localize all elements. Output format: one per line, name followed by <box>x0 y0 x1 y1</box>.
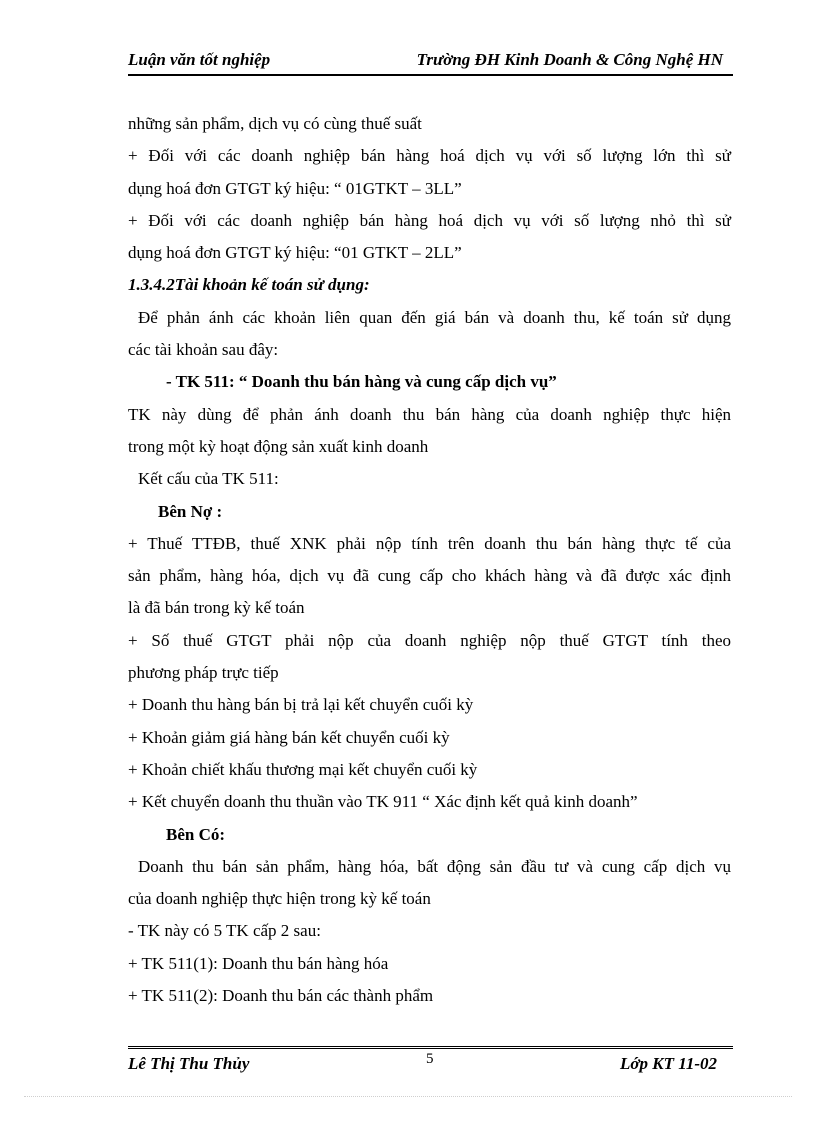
paragraph-line: + TK 511(1): Doanh thu bán hàng hóa <box>128 953 389 973</box>
paragraph-line: + Kết chuyển doanh thu thuần vào TK 911 “ Xác định kết quả kinh doanh” <box>128 792 638 812</box>
header-thesis-title: Luận văn tốt nghiệp <box>128 50 271 69</box>
paragraph-line: những sản phẩm, dịch vụ có cùng thuế suất <box>128 114 422 133</box>
paragraph-line: + Khoản chiết khấu thương mại kết chuyển cuối kỳ <box>128 759 478 779</box>
paragraph-line: + Thuế TTĐB, thuế XNK phải nộp tính trên doanh thu bán hàng thực tế của <box>128 533 731 553</box>
debit-heading: Bên Nợ : <box>158 501 223 521</box>
credit-heading: Bên Có: <box>166 824 226 844</box>
paragraph-line: là đã bán trong kỳ kế toán <box>128 598 305 618</box>
header-university: Trường ĐH Kinh Doanh & Công Nghệ HN <box>416 50 723 69</box>
paragraph-line: dụng hoá đơn GTGT ký hiệu: “01 GTKT – 2LL” <box>128 243 462 263</box>
section-heading: 1.3.4.2Tài khoản kế toán sử dụng: <box>128 275 370 295</box>
paragraph-line: + TK 511(2): Doanh thu bán các thành phẩm <box>128 986 434 1006</box>
paragraph-line: Doanh thu bán sản phẩm, hàng hóa, bất động sản đầu tư và cung cấp dịch vụ <box>138 856 731 876</box>
paragraph-line: + Đối với các doanh nghiệp bán hàng hoá dịch vụ với số lượng lớn thì sử <box>128 146 731 166</box>
paragraph-line: sản phẩm, hàng hóa, dịch vụ đã cung cấp cho khách hàng và đã được xác định <box>128 566 731 586</box>
page-header <box>128 48 733 76</box>
paragraph-line: phương pháp trực tiếp <box>128 663 279 683</box>
paragraph-line: dụng hoá đơn GTGT ký hiệu: “ 01GTKT – 3LL” <box>128 178 462 198</box>
account-heading: - TK 511: “ Doanh thu bán hàng và cung cấp dịch vụ” <box>166 372 557 392</box>
paragraph-line: Để phản ánh các khoản liên quan đến giá bán và doanh thu, kế toán sử dụng <box>138 307 731 327</box>
page-number: 5 <box>426 1051 434 1067</box>
paragraph-line: + Doanh thu hàng bán bị trả lại kết chuyển cuối kỳ <box>128 695 474 715</box>
page-bottom-divider <box>24 1096 792 1097</box>
paragraph-line: các tài khoản sau đây: <box>128 340 279 360</box>
paragraph-line: TK này dùng để phản ánh doanh thu bán hàng của doanh nghiệp thực hiện <box>128 404 731 424</box>
paragraph-line: + Đối với các doanh nghiệp bán hàng hoá dịch vụ với số lượng nhỏ thì sử <box>128 210 731 230</box>
paragraph-line: - TK này có 5 TK cấp 2 sau: <box>128 921 321 941</box>
paragraph-line: + Số thuế GTGT phải nộp của doanh nghiệp nộp thuế GTGT tính theo <box>128 630 731 650</box>
paragraph-line: trong một kỳ hoạt động sản xuất kinh doanh <box>128 436 429 456</box>
footer-class: Lớp KT 11-02 <box>620 1054 717 1073</box>
paragraph-line: + Khoản giảm giá hàng bán kết chuyển cuối kỳ <box>128 727 450 747</box>
page-footer <box>128 1046 733 1089</box>
paragraph-line: của doanh nghiệp thực hiện trong kỳ kế toán <box>128 889 431 909</box>
document-body <box>128 108 731 1012</box>
footer-author: Lê Thị Thu Thủy <box>128 1054 250 1073</box>
paragraph-line: Kết cấu của TK 511: <box>138 469 279 489</box>
